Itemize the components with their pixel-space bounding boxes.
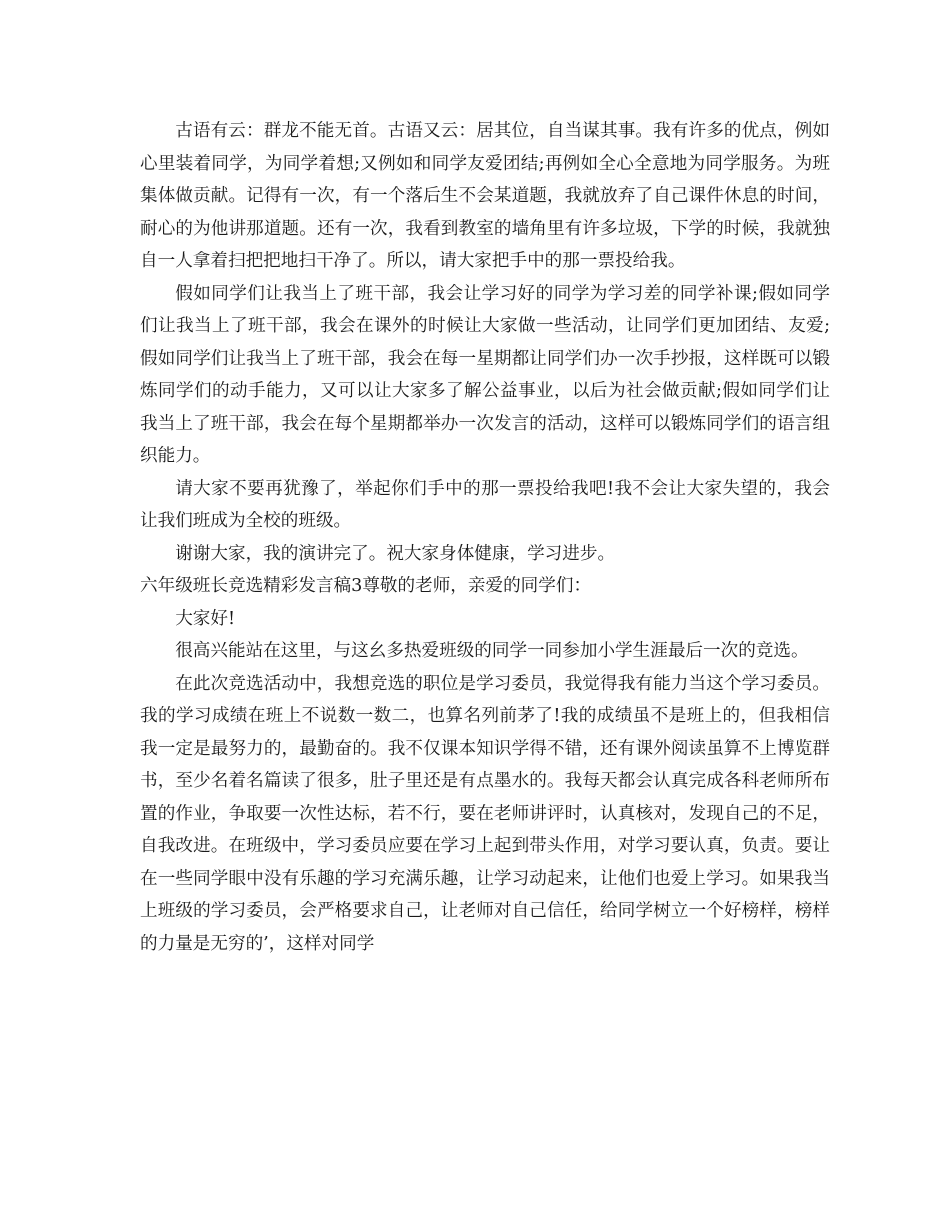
paragraph: 在此次竞选活动中，我想竞选的职位是学习委员，我觉得我有能力当这个学习委员。我的学习成绩在班上不说数一数二，也算名列前茅了!我的成绩虽不是班上的，但我相信我一定是最努力的，最勤奋的。我不仅课本知识学得不错，还有课外阅读虽算不上博览群书，至少名着名篇读了很多，肚子里还是有点墨水的。我每天都会认真完成各科老师所布置的作业，争取要一次性达标，若不行，要在老师讲评时，认真核对，发现自己的不足，自我改进。在班级中，学习委员应要在学习上起到带头作用，对学习要认真，负责。要让在一些同学眼中没有乐趣的学习充满乐趣，让学习动起来，让他们也爱上学习。如果我当上班级的学习委员，会严格要求自己，让老师对自己信任，给同学树立一个好榜样，榜样的力量是无穷的’，这样对同学 (140, 673, 830, 954)
section-heading: 六年级班长竞选精彩发言稿3尊敬的老师，亲爱的同学们： (140, 576, 592, 596)
paragraph: 很高兴能站在这里，与这幺多热爱班级的同学一同参加小学生涯最后一次的竞选。 (175, 641, 809, 661)
paragraph: 假如同学们让我当上了班干部，我会让学习好的同学为学习差的同学补课;假如同学们让我当上了班干部，我会在课外的时候让大家做一些活动，让同学们更加团结、友爱;假如同学们让我当上了班干部，我会在每一星期都让同学们办一次手抄报，这样既可以锻炼同学们的动手能力，又可以让大家多了解公益事业，以后为社会做贡献;假如同学们让我当上了班干部，我会在每个星期都举办一次发言的活动，这样可以锻炼同学们的语言组织能力。 (140, 283, 830, 466)
greeting: 大家好! (175, 608, 236, 629)
paragraph: 谢谢大家，我的演讲完了。祝大家身体健康，学习进步。 (175, 543, 616, 564)
paragraph: 古语有云：群龙不能无首。古语又云：居其位，自当谋其事。我有许多的优点，例如心里装着同学，为同学着想;又例如和同学友爱团结;再例如全心全意地为同学服务。为班集体做贡献。记得有一次，有一个落后生不会某道题，我就放弃了自己课件休息的时间，耐心的为他讲那道题。还有一次，我看到教室的墙角里有许多垃圾，下学的时候，我就独自一人拿着扫把把地扫干净了。所以，请大家把手中的那一票投给我。 (140, 121, 830, 271)
paragraph: 请大家不要再犹豫了，举起你们手中的那一票投给我吧!我不会让大家失望的，我会让我们班成为全校的班级。 (140, 478, 830, 531)
document-body (140, 115, 830, 960)
